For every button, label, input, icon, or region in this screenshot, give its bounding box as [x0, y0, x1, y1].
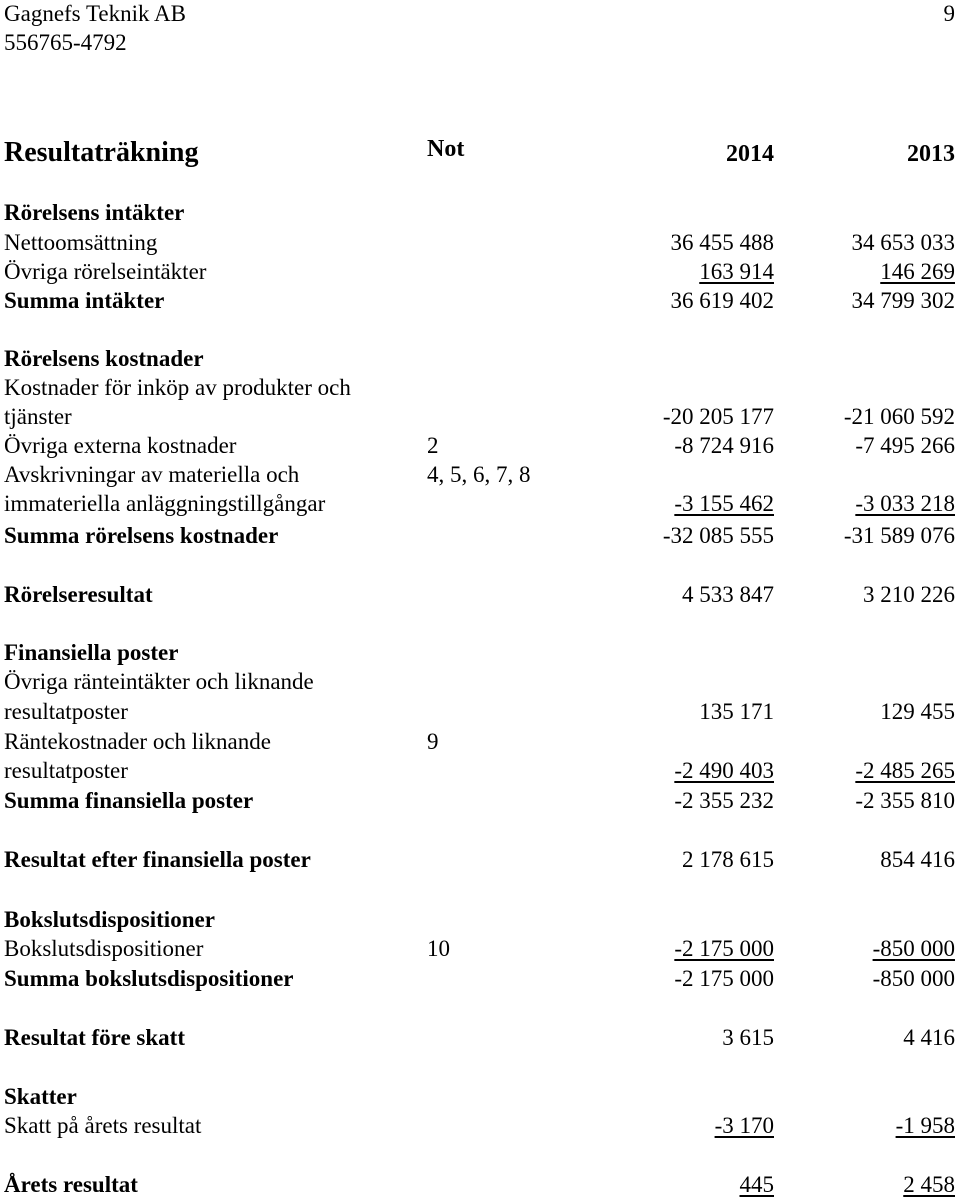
value-2014: -20 205 177 [662, 404, 774, 429]
row-label: resultatposter [4, 699, 128, 724]
row-label: Nettoomsättning [4, 230, 158, 255]
value-2013: 129 455 [880, 699, 955, 724]
row-label: Avskrivningar av materiella och [4, 462, 300, 487]
row-label: Övriga externa kostnader [4, 433, 237, 458]
note-ref: 9 [427, 729, 439, 754]
value-2013: -2 355 810 [855, 788, 955, 813]
section-heading: Bokslutsdispositioner [4, 907, 215, 932]
row-label: Övriga rörelseintäkter [4, 259, 207, 284]
value-2013: 3 210 226 [863, 582, 955, 607]
value-2014: -2 355 232 [674, 788, 774, 813]
row-label: tjänster [4, 404, 72, 429]
value-2014: -2 175 000 [674, 936, 774, 961]
net-result-label: Årets resultat [4, 1172, 138, 1197]
value-2014: -8 724 916 [674, 433, 774, 458]
value-2013: -850 000 [872, 936, 955, 961]
row-label: Räntekostnader och liknande [4, 729, 271, 754]
row-label: Bokslutsdispositioner [4, 936, 204, 961]
row-label: immateriella anläggningstillgångar [4, 491, 326, 516]
value-2014: -32 085 555 [662, 523, 774, 548]
value-2013: -3 033 218 [855, 491, 955, 516]
value-2014: -3 155 462 [674, 491, 774, 516]
value-2014: -2 175 000 [674, 966, 774, 991]
org-number: 556765-4792 [4, 30, 127, 55]
result-label: Rörelseresultat [4, 582, 153, 607]
value-2014: -3 170 [714, 1113, 774, 1138]
value-2013: -7 495 266 [855, 433, 955, 458]
section-heading: Rörelsens kostnader [4, 346, 204, 371]
value-2013: 854 416 [880, 847, 955, 872]
value-2013: -1 958 [895, 1113, 955, 1138]
note-ref: 2 [427, 433, 439, 458]
section-heading: Rörelsens intäkter [4, 200, 185, 225]
sum-label: Summa bokslutsdispositioner [4, 966, 294, 991]
column-header-not: Not [427, 136, 465, 162]
note-ref: 10 [427, 936, 450, 961]
column-header-2014: 2014 [726, 141, 774, 167]
value-2013: -21 060 592 [843, 404, 955, 429]
value-2013: -850 000 [872, 966, 955, 991]
value-2013: 146 269 [880, 259, 955, 284]
row-label: Övriga ränteintäkter och liknande [4, 669, 314, 694]
statement-title: Resultaträkning [4, 137, 199, 168]
value-2013: 34 653 033 [851, 230, 955, 255]
sum-label: Summa finansiella poster [4, 788, 254, 813]
row-label: Kostnader för inköp av produkter och [4, 375, 351, 400]
row-label: resultatposter [4, 758, 128, 783]
result-label: Resultat efter finansiella poster [4, 847, 311, 872]
section-heading: Finansiella poster [4, 640, 179, 665]
note-ref: 4, 5, 6, 7, 8 [427, 462, 531, 487]
row-label: Skatt på årets resultat [4, 1113, 202, 1138]
value-2013: 4 416 [903, 1025, 955, 1050]
value-2014: 2 178 615 [682, 847, 774, 872]
value-2013: 2 458 [903, 1172, 955, 1197]
value-2014: 3 615 [722, 1025, 774, 1050]
value-2014: 163 914 [699, 259, 774, 284]
value-2014: -2 490 403 [674, 758, 774, 783]
value-2014: 4 533 847 [682, 582, 774, 607]
page-number: 9 [943, 1, 955, 26]
value-2013: 34 799 302 [851, 288, 955, 313]
section-heading: Skatter [4, 1084, 77, 1109]
column-header-2013: 2013 [907, 141, 955, 167]
value-2014: 135 171 [699, 699, 774, 724]
value-2014: 36 455 488 [670, 230, 774, 255]
result-label: Resultat före skatt [4, 1025, 185, 1050]
value-2013: -31 589 076 [843, 523, 955, 548]
value-2014: 445 [739, 1172, 774, 1197]
value-2014: 36 619 402 [670, 288, 774, 313]
value-2013: -2 485 265 [855, 758, 955, 783]
company-name: Gagnefs Teknik AB [4, 1, 186, 26]
sum-label: Summa rörelsens kostnader [4, 523, 279, 548]
sum-label: Summa intäkter [4, 288, 165, 313]
